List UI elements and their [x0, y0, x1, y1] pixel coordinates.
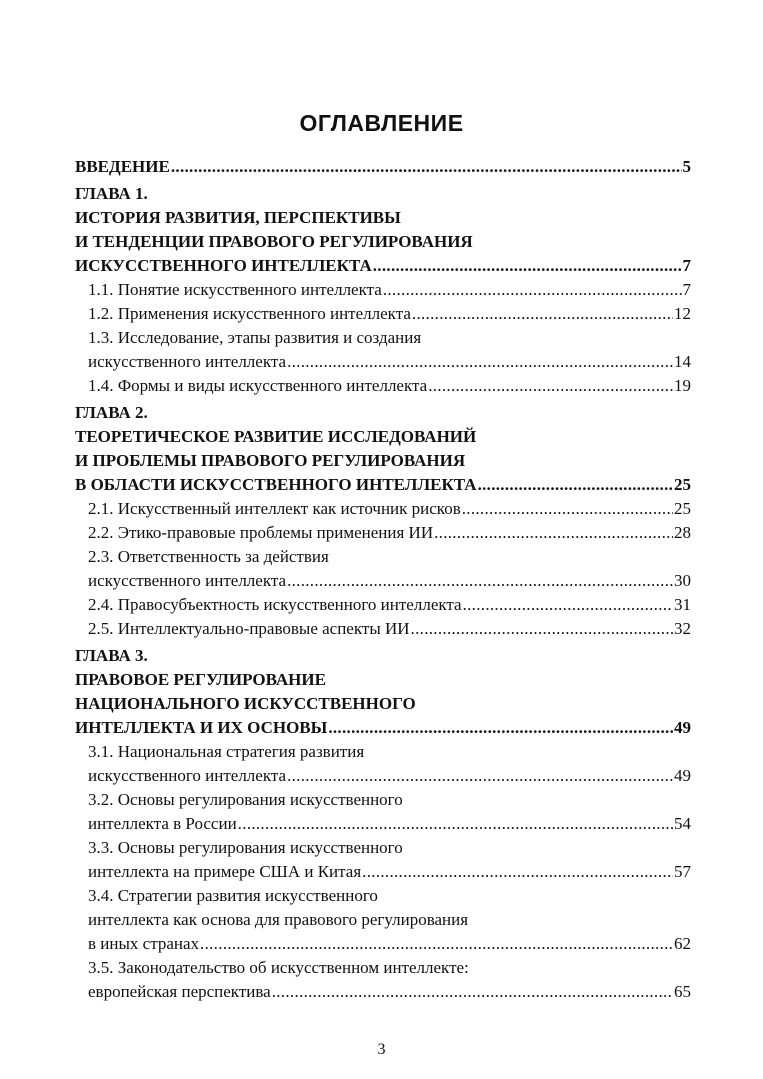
section-entry[interactable] — [75, 812, 691, 836]
dot-leader — [272, 980, 673, 1004]
toc-entry-label: 1.4. Формы и виды искусственного интеллекта — [88, 376, 428, 395]
section-title-line: 3.5. Законодательство об искусственном интеллекте: — [88, 958, 469, 977]
toc-page-number: 5 — [682, 157, 691, 176]
dot-leader — [287, 569, 673, 593]
section-title-line: 3.4. Стратегии развития искусственного — [88, 886, 378, 905]
toc-page-number: 54 — [674, 814, 691, 833]
dot-leader — [383, 278, 682, 302]
toc-entry-label: 2.1. Искусственный интеллект как источник рисков — [88, 499, 461, 518]
dot-leader — [287, 350, 673, 374]
section-entry[interactable] — [75, 302, 691, 326]
section-entry[interactable] — [75, 980, 691, 1004]
toc-page-number: 30 — [674, 571, 691, 590]
dot-leader — [328, 716, 673, 740]
toc-page-number: 25 — [674, 475, 691, 494]
section-title-line: 3.1. Национальная стратегия развития — [88, 742, 365, 761]
section-entry[interactable] — [75, 932, 691, 956]
section-title-line: 3.2. Основы регулирования искусственного — [88, 790, 403, 809]
section-title-line: интеллекта как основа для правового регулирования — [88, 910, 469, 929]
chapter-heading: ГЛАВА 2. — [75, 403, 148, 422]
dot-leader — [428, 374, 673, 398]
chapter-title-line: И ПРОБЛЕМЫ ПРАВОВОГО РЕГУЛИРОВАНИЯ — [75, 451, 466, 470]
section-entry[interactable] — [75, 521, 691, 545]
dot-leader — [411, 617, 673, 641]
chapter-title-line: НАЦИОНАЛЬНОГО ИСКУССТВЕННОГО — [75, 694, 416, 713]
dot-leader — [462, 497, 673, 521]
chapter-heading: ГЛАВА 1. — [75, 184, 148, 203]
chapter-title-line: ПРАВОВОЕ РЕГУЛИРОВАНИЕ — [75, 670, 326, 689]
toc-entry-label: европейская перспектива — [88, 982, 271, 1001]
toc-page-number: 49 — [674, 766, 691, 785]
toc-entry-label: искусственного интеллекта — [88, 352, 287, 371]
toc-intro-entry[interactable] — [75, 155, 691, 179]
page-title: ОГЛАВЛЕНИЕ — [299, 110, 464, 136]
chapter-title-line: ТЕОРЕТИЧЕСКОЕ РАЗВИТИЕ ИССЛЕДОВАНИЙ — [75, 427, 477, 446]
section-entry[interactable] — [75, 764, 691, 788]
toc-page-number: 65 — [674, 982, 691, 1001]
dot-leader — [434, 521, 673, 545]
toc-entry-label: в иных странах — [88, 934, 200, 953]
chapter-list — [75, 179, 691, 1004]
section-entry[interactable] — [75, 593, 691, 617]
chapter-heading: ГЛАВА 3. — [75, 646, 148, 665]
toc-page-number: 28 — [674, 523, 691, 542]
chapter-entry[interactable] — [75, 254, 691, 278]
section-entry[interactable] — [75, 860, 691, 884]
toc-entry-label: ИСКУССТВЕННОГО ИНТЕЛЛЕКТА — [75, 256, 372, 275]
dot-leader — [171, 155, 682, 179]
section-title-line: 1.3. Исследование, этапы развития и создания — [88, 328, 422, 347]
toc-entry-label: ВВЕДЕНИЕ — [75, 157, 170, 176]
toc-entry-label: 2.4. Правосубъектность искусственного интеллекта — [88, 595, 462, 614]
chapter-title-line: И ТЕНДЕНЦИИ ПРАВОВОГО РЕГУЛИРОВАНИЯ — [75, 232, 473, 251]
page-number: 3 — [377, 1041, 386, 1058]
toc-entry-label: искусственного интеллекта — [88, 571, 287, 590]
toc-page-number: 19 — [674, 376, 691, 395]
toc-page-number: 7 — [682, 280, 691, 299]
toc-page-number: 49 — [674, 718, 691, 737]
section-entry[interactable] — [75, 350, 691, 374]
toc-page-number: 57 — [674, 862, 691, 881]
section-entry[interactable] — [75, 278, 691, 302]
toc-page-number: 7 — [682, 256, 691, 275]
toc-page-number: 12 — [674, 304, 691, 323]
section-title-line: 2.3. Ответственность за действия — [88, 547, 329, 566]
toc-entry-label: искусственного интеллекта — [88, 766, 287, 785]
dot-leader — [463, 593, 673, 617]
toc-entry-label: интеллекта в России — [88, 814, 237, 833]
section-entry[interactable] — [75, 497, 691, 521]
dot-leader — [412, 302, 673, 326]
dot-leader — [362, 860, 673, 884]
chapter-entry[interactable] — [75, 473, 691, 497]
chapter-title-line: ИСТОРИЯ РАЗВИТИЯ, ПЕРСПЕКТИВЫ — [75, 208, 401, 227]
section-title-line: 3.3. Основы регулирования искусственного — [88, 838, 403, 857]
chapter-entry[interactable] — [75, 716, 691, 740]
dot-leader — [478, 473, 673, 497]
toc-page-number: 32 — [674, 619, 691, 638]
toc-entry-label: 2.5. Интеллектуально-правовые аспекты ИИ — [88, 619, 410, 638]
toc-entry-label: 2.2. Этико-правовые проблемы применения ИИ — [88, 523, 434, 542]
section-entry[interactable] — [75, 617, 691, 641]
toc-entry-label: 1.2. Применения искусственного интеллекта — [88, 304, 411, 323]
toc-entry-label: В ОБЛАСТИ ИСКУССТВЕННОГО ИНТЕЛЛЕКТА — [75, 475, 477, 494]
dot-leader — [287, 764, 673, 788]
toc-page-number: 62 — [674, 934, 691, 953]
section-entry[interactable] — [75, 374, 691, 398]
toc-page-number: 25 — [674, 499, 691, 518]
toc-entry-label: ИНТЕЛЛЕКТА И ИХ ОСНОВЫ — [75, 718, 328, 737]
toc-entry-label: интеллекта на примере США и Китая — [88, 862, 362, 881]
table-of-contents — [75, 155, 691, 1004]
toc-entry-label: 1.1. Понятие искусственного интеллекта — [88, 280, 382, 299]
section-entry[interactable] — [75, 569, 691, 593]
dot-leader — [373, 254, 682, 278]
dot-leader — [238, 812, 673, 836]
toc-page-number: 14 — [674, 352, 691, 371]
dot-leader — [200, 932, 673, 956]
toc-page-number: 31 — [674, 595, 691, 614]
